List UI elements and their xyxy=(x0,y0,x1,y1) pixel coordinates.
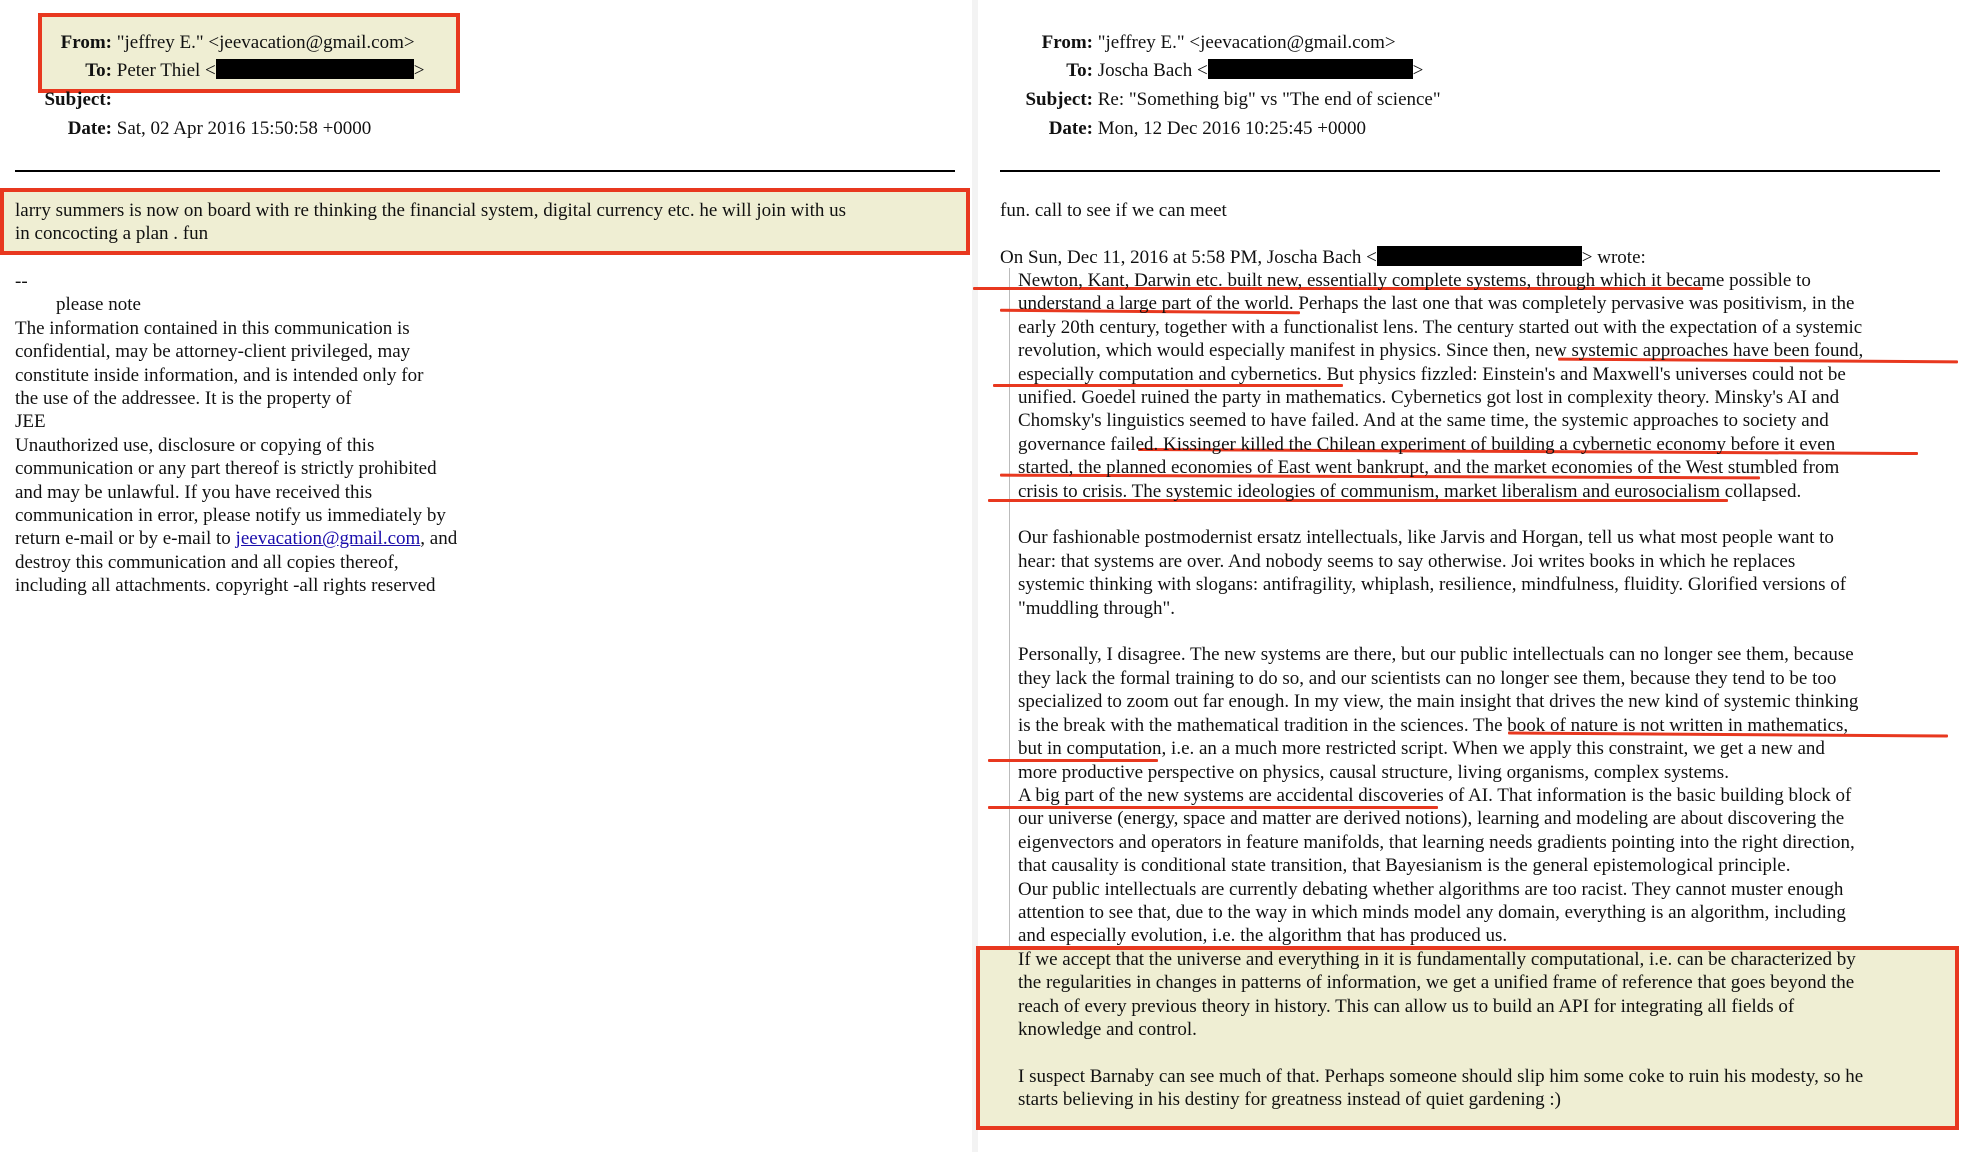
quote-line: the regularities in changes in patterns of information, we get a unified frame of reference that goes beyond the xyxy=(1018,972,1855,994)
disclaimer-line: constitute inside information, and is intended only for xyxy=(15,364,424,386)
date-label: Date: xyxy=(67,118,112,139)
to-row xyxy=(978,56,1423,85)
quote-line: that causality is conditional state transition, that Bayesianism is the general epistemological principle. xyxy=(1018,855,1791,877)
quote-line: Our fashionable postmodernist ersatz intellectuals, like Jarvis and Horgan, tell us what most people want to xyxy=(1018,527,1834,549)
disclaimer-line: JEE xyxy=(15,411,46,433)
quote-line: A big part of the new systems are accidental discoveries of AI. That information is the basic building block of xyxy=(1018,784,1852,806)
quote-line: Personally, I disagree. The new systems are there, but our public intellectuals can no longer see them, because xyxy=(1018,644,1854,666)
header-divider xyxy=(15,170,955,172)
to-value-suffix: > xyxy=(413,60,425,81)
message-body xyxy=(15,199,846,246)
body-line: in concocting a plan . fun xyxy=(15,223,209,245)
quote-line: Chomsky's linguistics seemed to have failed. And at the same time, the systemic approaches to society and xyxy=(1018,410,1829,432)
quote-line: unified. Goedel ruined the party in mathematics. Cybernetics got lost in complexity theory. Minsky's AI and xyxy=(1018,387,1840,409)
from-label: From: xyxy=(1041,32,1093,53)
quote-line: attention to see that, due to the way in which minds model any domain, everything is an algorithm, including xyxy=(1018,901,1846,923)
quote-line: knowledge and control. xyxy=(1018,1018,1197,1040)
to-label: To: xyxy=(85,60,112,81)
quote-line: eigenvectors and operators in feature manifolds, that learning needs gradients pointing into the right direction, xyxy=(1018,831,1855,853)
quote-line: crisis to crisis. The systemic ideologies of communism, market liberalism and eurosocialism collapsed. xyxy=(1018,480,1802,502)
date-label: Date: xyxy=(1048,118,1093,139)
attribution-prefix: On Sun, Dec 11, 2016 at 5:58 PM, Joscha Bach < xyxy=(1000,247,1377,268)
to-value-prefix: Joscha Bach < xyxy=(1097,60,1208,81)
quote-line: early 20th century, together with a functionalist lens. The century started out with the expectation of a systemic xyxy=(1018,316,1863,338)
quote-line: understand a large part of the world. Perhaps the last one that was completely pervasive was positivism, in the xyxy=(1018,293,1855,315)
quote-line: "muddling through". xyxy=(1018,597,1175,619)
quote-line: revolution, which would especially manifest in physics. Since then, new systemic approaches have been found, xyxy=(1018,340,1864,362)
quote-line: specialized to zoom out far enough. In my view, the main insight that drives the new kind of systemic thinking xyxy=(1018,691,1859,713)
quote-line: our universe (energy, space and matter are derived notions), learning and modeling are about discovering the xyxy=(1018,808,1845,830)
quote-line: governance failed. Kissinger killed the Chilean experiment of building a cybernetic economy before it even xyxy=(1018,433,1836,455)
subject-label: Subject: xyxy=(1025,89,1093,110)
quote-line: is the break with the mathematical tradition in the sciences. The book of nature is not written in mathematics, xyxy=(1018,714,1849,736)
quote-line: but in computation, i.e. an a much more restricted script. When we apply this constraint, we get a new and xyxy=(1018,738,1825,760)
to-label: To: xyxy=(1066,60,1093,81)
quote-line: hear: that systems are over. And nobody seems to say otherwise. Joi writes books in which he replaces xyxy=(1018,550,1796,572)
disclaimer-line: and may be unlawful. If you have received this xyxy=(15,481,373,503)
quote-line: starts believing in his destiny for greatness instead of quiet gardening :) xyxy=(1018,1089,1561,1111)
closing-line: including all attachments. copyright -all rights reserved xyxy=(15,575,436,597)
disclaimer-line: the use of the addressee. It is the property of xyxy=(15,388,352,410)
date-row xyxy=(978,114,1366,143)
left-email-page xyxy=(0,0,972,1152)
quote-line: reach of every previous theory in history. This can allow us to build an API for integrating all fields of xyxy=(1018,995,1795,1017)
header-divider xyxy=(1000,170,1940,172)
email-link[interactable]: jeevacation@gmail.com xyxy=(235,528,421,550)
quote-line: they lack the formal training to do so, and our scientists can no longer see them, because they tend to be too xyxy=(1018,667,1837,689)
quote-line: Newton, Kant, Darwin etc. built new, essentially complete systems, through which it became possible to xyxy=(1018,270,1811,291)
to-row xyxy=(0,56,424,85)
date-value: Mon, 12 Dec 2016 10:25:45 +0000 xyxy=(1097,118,1367,139)
quote-line: I suspect Barnaby can see much of that. Perhaps someone should slip him some coke to ruin his modesty, so he xyxy=(1018,1065,1864,1087)
quote-line: especially computation and cybernetics. But physics fizzled: Einstein's and Maxwell's universes could not be xyxy=(1018,363,1846,385)
please-note: please note xyxy=(56,294,141,316)
link-prefix: return e-mail or by e-mail to xyxy=(15,528,236,550)
redaction-bar xyxy=(1208,59,1413,79)
from-value: "jeffrey E." <jeevacation@gmail.com> xyxy=(1097,32,1396,53)
disclaimer-line: communication in error, please notify us immediately by xyxy=(15,505,446,527)
quote-line: systemic thinking with slogans: antifragility, whiplash, resilience, mindfulness, fluidity. Glorified versions of xyxy=(1018,574,1847,596)
reply-line: fun. call to see if we can meet xyxy=(1000,200,1227,221)
quote-line: Our public intellectuals are currently debating whether algorithms are too racist. They cannot muster enough xyxy=(1018,878,1844,900)
quote-line: If we accept that the universe and everything in it is fundamentally computational, i.e. can be characterized by xyxy=(1018,948,1856,970)
link-suffix: , and xyxy=(420,528,458,550)
from-row xyxy=(978,28,1396,57)
subject-row xyxy=(978,85,1441,114)
signature-dashes: -- xyxy=(15,271,28,292)
signature-block xyxy=(15,270,457,598)
subject-row xyxy=(0,85,112,114)
attribution-suffix: > wrote: xyxy=(1581,247,1646,268)
quote-line: more productive perspective on physics, causal structure, living organisms, complex systems. xyxy=(1018,761,1729,783)
disclaimer-line: confidential, may be attorney-client privileged, may xyxy=(15,341,411,363)
quoted-message xyxy=(1018,269,1863,1112)
subject-value: Re: "Something big" vs "The end of science" xyxy=(1097,89,1441,110)
disclaimer-line: Unauthorized use, disclosure or copying of this xyxy=(15,434,375,456)
disclaimer-line: The information contained in this communication is xyxy=(15,317,410,339)
redaction-bar xyxy=(1377,246,1582,266)
quote-line: started, the planned economies of East went bankrupt, and the market economies of the West stumbled from xyxy=(1018,457,1840,479)
body-line: larry summers is now on board with re thinking the financial system, digital currency etc. he will join with us xyxy=(15,200,847,221)
closing-line: destroy this communication and all copies thereof, xyxy=(15,551,399,573)
disclaimer-link-line xyxy=(15,527,457,550)
to-value-suffix: > xyxy=(1412,60,1424,81)
redaction-bar xyxy=(216,59,414,79)
from-value: "jeffrey E." <jeevacation@gmail.com> xyxy=(116,32,415,53)
date-row xyxy=(0,114,371,143)
date-value: Sat, 02 Apr 2016 15:50:58 +0000 xyxy=(116,118,372,139)
right-email-page xyxy=(978,0,1986,1152)
from-label: From: xyxy=(60,32,112,53)
quote-attribution xyxy=(1000,246,1646,269)
quote-line: and especially evolution, i.e. the algorithm that has produced us. xyxy=(1018,925,1508,947)
subject-label: Subject: xyxy=(44,89,112,110)
to-value-prefix: Peter Thiel < xyxy=(116,60,216,81)
from-row xyxy=(0,28,415,57)
disclaimer-line: communication or any part thereof is strictly prohibited xyxy=(15,458,437,480)
